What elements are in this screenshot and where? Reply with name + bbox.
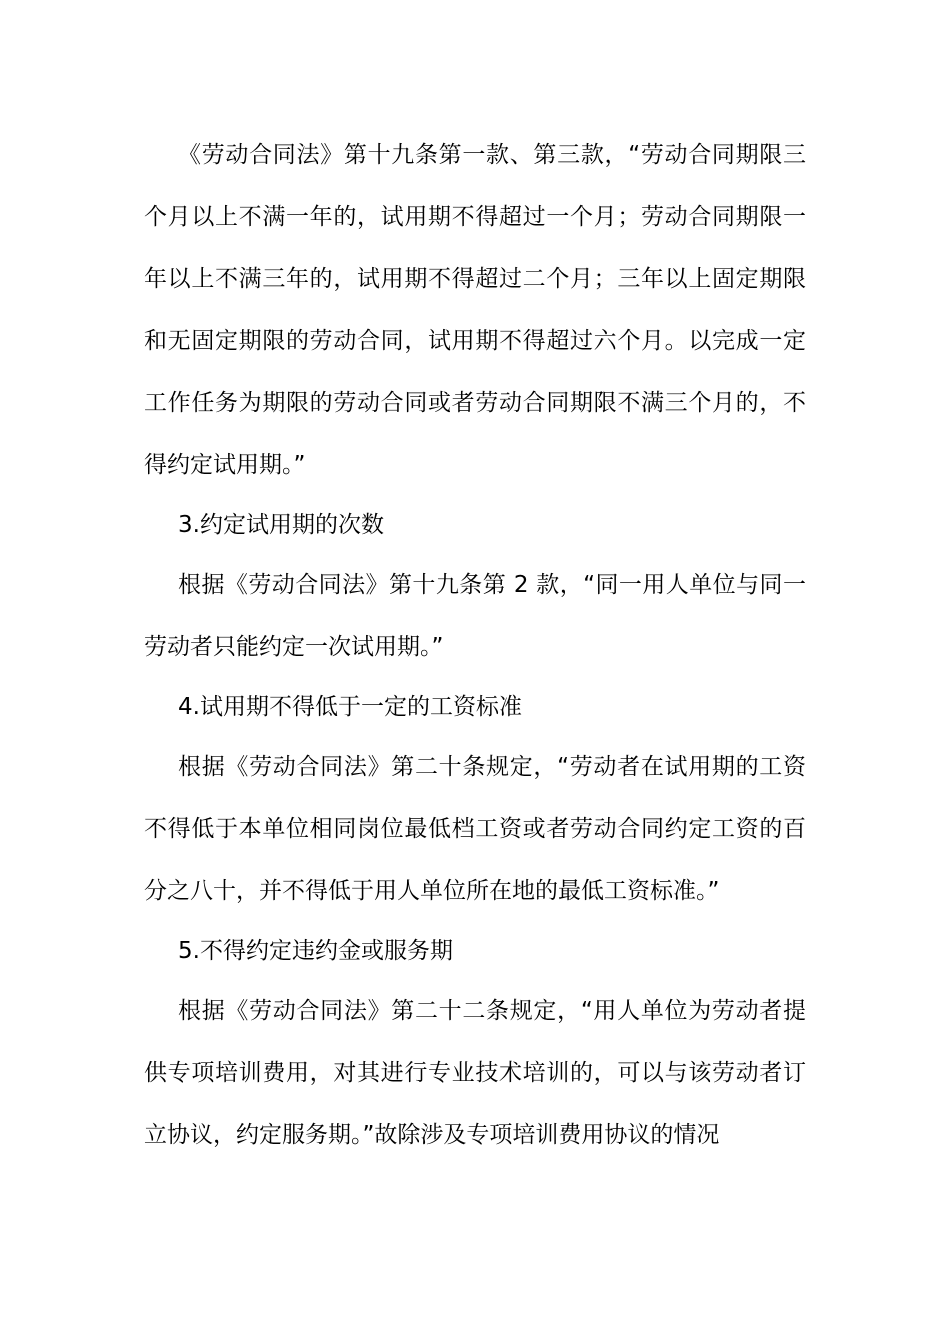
heading-probation-wage: 4.试用期不得低于一定的工资标准 <box>178 694 522 720</box>
heading-no-penalty: 5.不得约定违约金或服务期 <box>178 938 453 964</box>
paragraph-probation-length: 《劳动合同法》第十九条第一款、第三款，“劳动合同期限三个月以上不满一年的，试用期不得超过一个月；劳动合同期限一年以上不满三年的，试用期不得超过二个月；三年以上固定期限和无固定期限的劳动合同，试用期不得超过六个月。以完成一定工作任务为期限的劳动合同或者劳动合同期限不满三个月的，不得约定试用期。” <box>144 142 806 478</box>
paragraph-probation-wage: 根据《劳动合同法》第二十条规定，“劳动者在试用期的工资不得低于本单位相同岗位最低档工资或者劳动合同约定工资的百分之八十，并不得低于用人单位所在地的最低工资标准。” <box>144 754 806 904</box>
heading-probation-count: 3.约定试用期的次数 <box>178 512 384 538</box>
paragraph-no-penalty: 根据《劳动合同法》第二十二条规定，“用人单位为劳动者提供专项培训费用，对其进行专业技术培训的，可以与该劳动者订立协议，约定服务期。”故除涉及专项培训费用协议的情况 <box>144 998 806 1148</box>
document-body <box>144 124 806 1166</box>
paragraph-probation-count: 根据《劳动合同法》第十九条第 2 款，“同一用人单位与同一劳动者只能约定一次试用期。” <box>144 572 806 660</box>
